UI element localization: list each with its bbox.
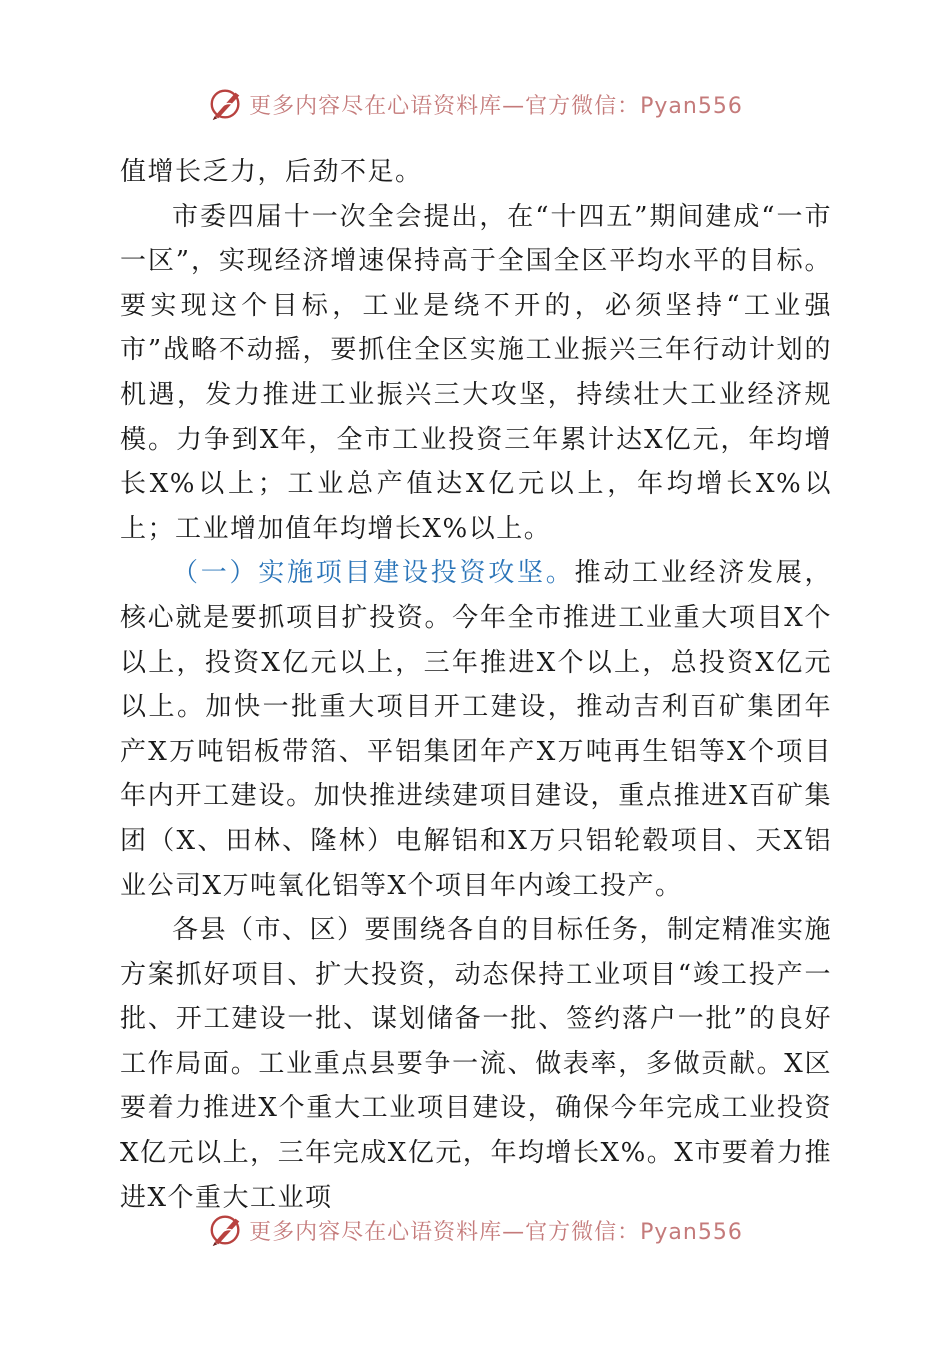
pen-logo-icon bbox=[207, 1211, 245, 1249]
footer-watermark bbox=[0, 1208, 950, 1252]
section-heading: （一）实施项目建设投资攻坚。 bbox=[172, 558, 575, 589]
paragraph: 市委四届十一次全会提出，在“十四五”期间建成“一市一区”，实现经济增速保持高于全国全区平均水平的目标。要实现这个目标，工业是绕不开的，必须坚持“工业强市”战略不动摇，要抓住全区实施工业振兴三年行动计划的机遇，发力推进工业振兴三大攻坚，持续壮大工业经济规模。力争到X年，全市工业投资三年累计达X亿元，年均增长X%以上；工业总产值达X亿元以上，年均增长X%以上；工业增加值年均增长X%以上。 bbox=[120, 201, 832, 544]
paragraph-text: 推动工业经济发展，核心就是要抓项目扩投资。今年全市推进工业重大项目X个以上，投资X亿元以上，三年推进X个以上，总投资X亿元以上。加快一批重大项目开工建设，推动吉利百矿集团年产X万吨铝板带箔、平铝集团年产X万吨再生铝等X个项目年内开工建设。加快推进续建项目建设，重点推进X百矿集团（X、田林、隆林）电解铝和X万只铝轮毂项目、天X铝业公司X万吨氧化铝等X个项目年内竣工投产。 bbox=[120, 558, 832, 901]
header-watermark bbox=[0, 82, 950, 126]
paragraph bbox=[120, 551, 832, 908]
paragraph: 各县（市、区）要围绕各自的目标任务，制定精准实施方案抓好项目、扩大投资，动态保持工业项目“竣工投产一批、开工建设一批、谋划储备一批、签约落户一批”的良好工作局面。工业重点县要争一流、做表率，多做贡献。X区要着力推进X个重大工业项目建设，确保今年完成工业投资X亿元以上，三年完成X亿元，年均增长X%。X市要着力推进X个重大工业项 bbox=[120, 915, 833, 1213]
paragraph: 值增长乏力，后劲不足。 bbox=[120, 157, 423, 187]
watermark-text: 更多内容尽在心语资料库—官方微信：Pyan556 bbox=[249, 1219, 743, 1245]
document-body bbox=[120, 150, 832, 1220]
watermark-text: 更多内容尽在心语资料库—官方微信：Pyan556 bbox=[249, 93, 743, 119]
pen-logo-icon bbox=[207, 85, 245, 123]
